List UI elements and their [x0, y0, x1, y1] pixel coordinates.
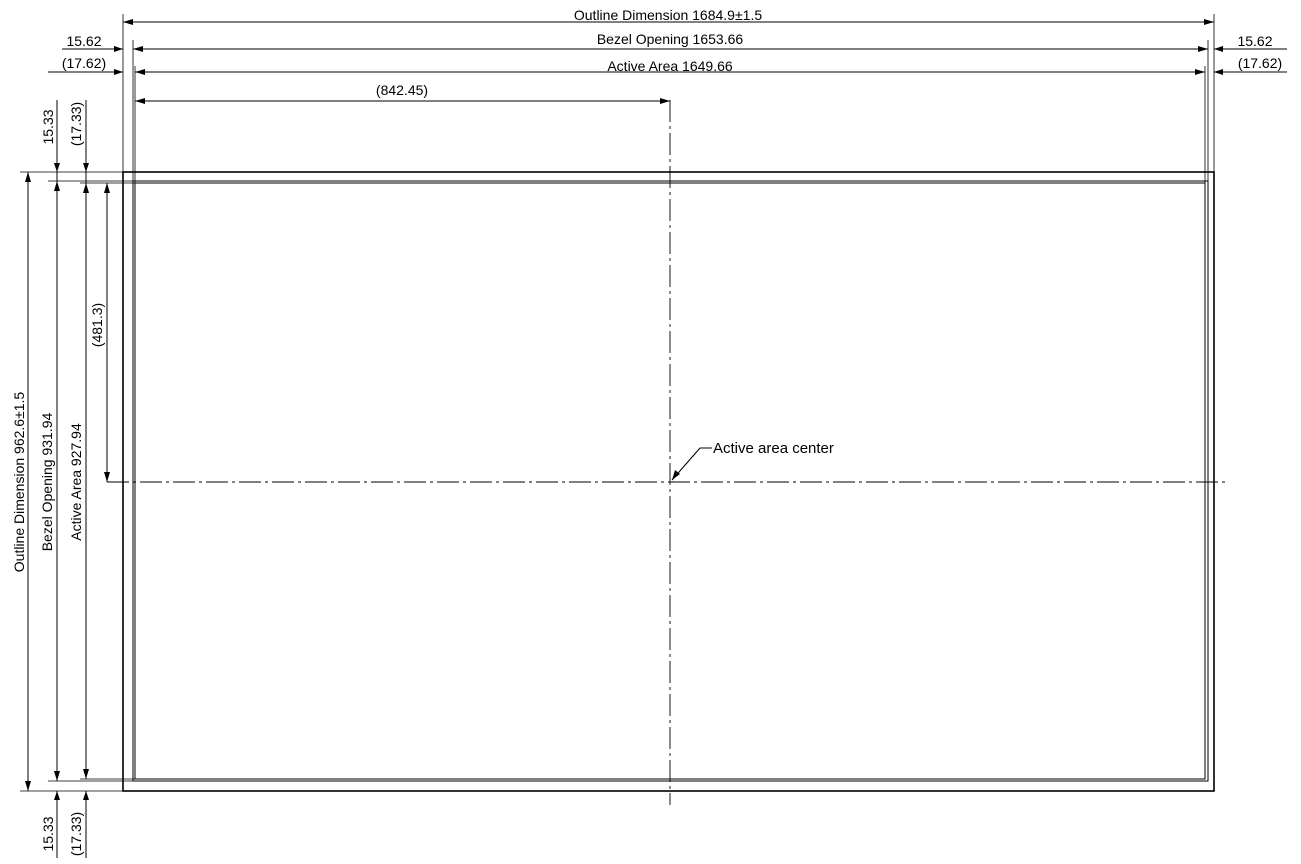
active-height-dimension [68, 172, 135, 779]
right-bezel-margin-label: 15.62 [1237, 33, 1273, 49]
bezel-opening [133, 181, 1208, 781]
outline-width-label: Outline Dimension 1684.9±1.5 [573, 7, 763, 23]
right-margin-callouts [1214, 33, 1287, 75]
active-height-label: Active Area 927.94 [68, 423, 84, 541]
active-width-label: Active Area 1649.66 [607, 58, 733, 74]
center-leader [672, 440, 834, 480]
center-y-dimension [89, 183, 110, 482]
center-x-dimension [135, 82, 670, 104]
outline-height-dimension [11, 172, 123, 791]
outline-height-label: Outline Dimension 962.6±1.5 [11, 391, 27, 573]
right-active-margin-label: (17.62) [1237, 55, 1283, 71]
left-bezel-margin-label: 15.62 [66, 33, 102, 49]
bottom-bezel-margin-label: 15.33 [40, 816, 56, 852]
bottom-margin-callouts [40, 791, 89, 858]
center-label: Active area center [713, 440, 834, 457]
bottom-active-margin-label: (17.33) [68, 811, 84, 857]
bezel-width-dimension [133, 31, 1208, 181]
center-y-label: (481.3) [89, 302, 105, 348]
bezel-width-label: Bezel Opening 1653.66 [596, 31, 744, 47]
left-margin-callouts [48, 33, 123, 75]
bezel-height-label: Bezel Opening 931.94 [39, 412, 55, 552]
center-x-label: (842.45) [375, 82, 429, 98]
top-bezel-margin-label: 15.33 [40, 109, 56, 145]
top-margin-callouts [40, 100, 89, 172]
panel-outline [123, 172, 1214, 791]
left-active-margin-label: (17.62) [61, 55, 107, 71]
top-active-margin-label: (17.33) [68, 101, 84, 147]
